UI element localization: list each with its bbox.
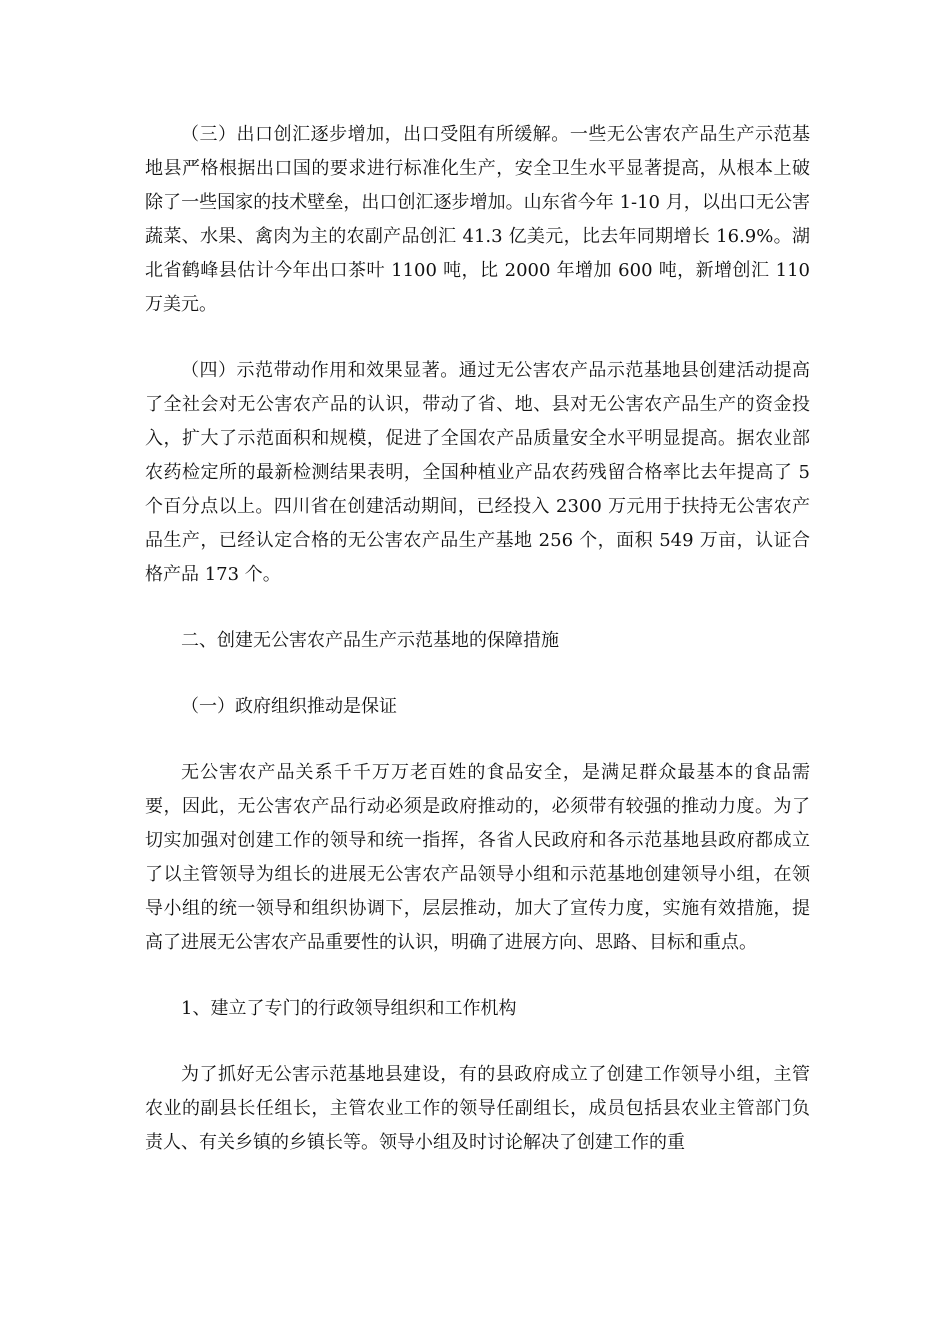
paragraph-leadership-group: 为了抓好无公害示范基地县建设，有的县政府成立了创建工作领导小组，主管农业的副县长任组长，主管农业工作的领导任副组长，成员包括县农业主管部门负责人、有关乡镇的乡镇长等。领导小组及时讨论解决了创建工作的重 (145, 1064, 810, 1153)
document-page (145, 118, 810, 1192)
paragraph-government-role: 无公害农产品关系千千万万老百姓的食品安全，是满足群众最基本的食品需要，因此，无公害农产品行动必须是政府推动的，必须带有较强的推动力度。为了切实加强对创建工作的领导和统一指挥，各省人民政府和各示范基地县政府都成立了以主管领导为组长的进展无公害农产品领导小组和示范基地创建领导小组，在领导小组的统一领导和组织协调下，层层推动，加大了宣传力度，实施有效措施，提高了进展无公害农产品重要性的认识，明确了进展方向、思路、目标和重点。 (145, 762, 810, 953)
item-heading-leadership-organization: 1、建立了专门的行政领导组织和工作机构 (181, 998, 517, 1019)
section-heading-safeguard-measures: 二、创建无公害农产品生产示范基地的保障措施 (181, 630, 559, 651)
subsection-heading-government: （一）政府组织推动是保证 (181, 696, 397, 717)
paragraph-export-earnings: （三）出口创汇逐步增加，出口受阻有所缓解。一些无公害农产品生产示范基地县严格根据出口国的要求进行标准化生产，安全卫生水平显著提高，从根本上破除了一些国家的技术壁垒，出口创汇逐步增加。山东省今年 1-10 月，以出口无公害蔬菜、水果、禽肉为主的农副产品创汇 41.3 亿美元，比去年同期增长 16.9%。湖北省鹤峰县估计今年出口茶叶 1100 吨，比 2000 年增加 600 吨，新增创汇 110 万美元。 (145, 124, 810, 315)
paragraph-demonstration-effect: （四）示范带动作用和效果显著。通过无公害农产品示范基地县创建活动提高了全社会对无公害农产品的认识，带动了省、地、县对无公害农产品生产的资金投入，扩大了示范面积和规模，促进了全国农产品质量安全水平明显提高。据农业部农药检定所的最新检测结果表明，全国种植业产品农药残留合格率比去年提高了 5 个百分点以上。四川省在创建活动期间，已经投入 2300 万元用于扶持无公害农产品生产，已经认定合格的无公害农产品生产基地 256 个，面积 549 万亩，认证合格产品 173 个。 (145, 360, 810, 585)
